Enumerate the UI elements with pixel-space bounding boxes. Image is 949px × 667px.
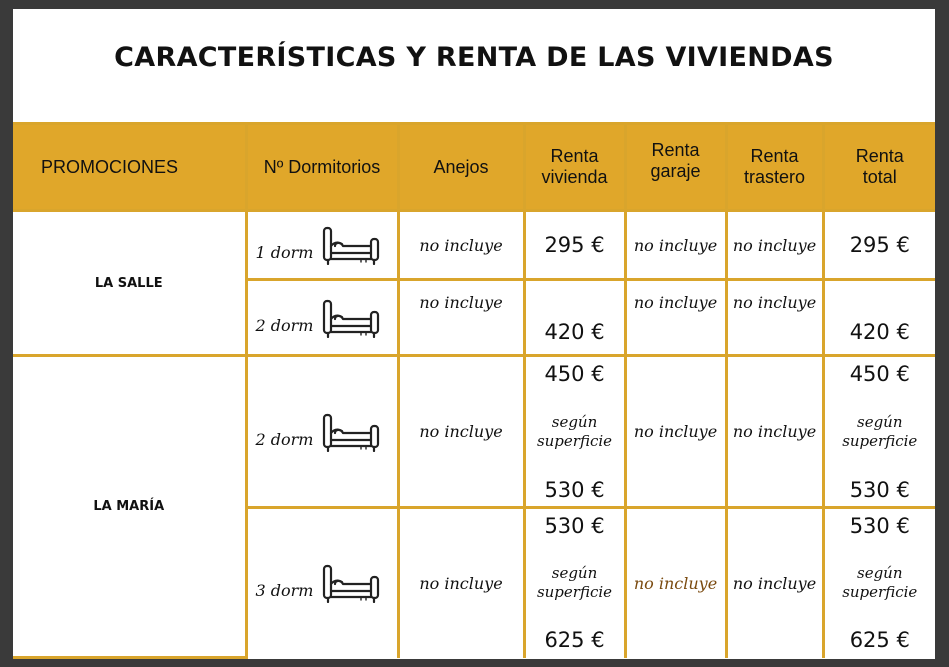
anejos-cell: no incluye xyxy=(398,508,524,658)
anejos-cell: no incluye xyxy=(398,211,524,280)
vivienda-cell: 420 € xyxy=(524,280,625,356)
header-renta-total xyxy=(823,124,935,211)
dorm-label: 2 dorm xyxy=(255,315,314,335)
total-cell: 420 € xyxy=(823,280,935,356)
trastero-cell: no incluye xyxy=(726,211,823,280)
dorm-label: 3 dorm xyxy=(255,581,314,601)
vivienda-max: 625 € xyxy=(544,628,605,653)
total-min: 450 € xyxy=(849,361,910,386)
header-renta-trastero xyxy=(726,124,823,211)
vivienda-note: según superficie xyxy=(536,412,613,450)
header-renta-total-label: Renta total xyxy=(855,146,904,187)
header-renta-trastero-label: Renta trastero xyxy=(743,146,806,187)
trastero-cell: no incluye xyxy=(726,280,823,356)
vivienda-max: 530 € xyxy=(544,477,605,502)
bed-icon xyxy=(321,298,381,338)
bed-icon xyxy=(321,225,381,265)
total-range-cell xyxy=(823,508,935,658)
total-min: 530 € xyxy=(849,514,910,539)
anejos-cell: no incluye xyxy=(398,280,524,356)
trastero-cell: no incluye xyxy=(726,356,823,508)
header-anejos: Anejos xyxy=(398,124,524,211)
garaje-cell: no incluye xyxy=(625,508,726,658)
anejos-cell: no incluye xyxy=(398,356,524,508)
promocion-cell: LA MARÍA xyxy=(13,356,246,658)
header-renta-vivienda-label: Renta vivienda xyxy=(541,146,608,187)
total-max: 625 € xyxy=(849,628,910,653)
dorm-cell xyxy=(246,356,398,508)
dorm-label: 1 dorm xyxy=(255,243,314,262)
vivienda-range-cell xyxy=(524,508,625,658)
total-cell: 295 € xyxy=(823,211,935,280)
total-max: 530 € xyxy=(849,477,910,502)
total-note: según superficie xyxy=(842,412,918,450)
table-row xyxy=(13,356,935,508)
total-range-cell xyxy=(823,356,935,508)
bed-icon xyxy=(321,412,381,452)
promocion-cell: LA SALLE xyxy=(13,211,246,356)
vivienda-min: 450 € xyxy=(544,361,605,386)
vivienda-cell: 295 € xyxy=(524,211,625,280)
page-title: CARACTERÍSTICAS Y RENTA DE LAS VIVIENDAS xyxy=(114,42,834,73)
table-row xyxy=(13,211,935,280)
dorm-cell xyxy=(246,280,398,356)
garaje-cell: no incluye xyxy=(625,280,726,356)
dorm-label: 2 dorm xyxy=(255,429,314,449)
housing-table xyxy=(13,122,935,659)
header-renta-garaje xyxy=(625,124,726,211)
total-note: según superficie xyxy=(842,564,918,602)
vivienda-note: según superficie xyxy=(536,564,613,602)
garaje-cell: no incluye xyxy=(625,211,726,280)
header-promociones: PROMOCIONES xyxy=(13,124,246,211)
trastero-cell: no incluye xyxy=(726,508,823,658)
dorm-cell xyxy=(246,508,398,658)
vivienda-min: 530 € xyxy=(544,514,605,539)
header-dormitorios: Nº Dormitorios xyxy=(246,124,398,211)
header-renta-vivienda xyxy=(524,124,625,211)
garaje-cell: no incluye xyxy=(625,356,726,508)
dorm-cell xyxy=(246,211,398,280)
bed-icon xyxy=(321,563,381,603)
vivienda-range-cell xyxy=(524,356,625,508)
header-row xyxy=(13,124,935,211)
content-card xyxy=(13,9,935,659)
header-renta-garaje-label: Renta garaje xyxy=(650,140,701,181)
